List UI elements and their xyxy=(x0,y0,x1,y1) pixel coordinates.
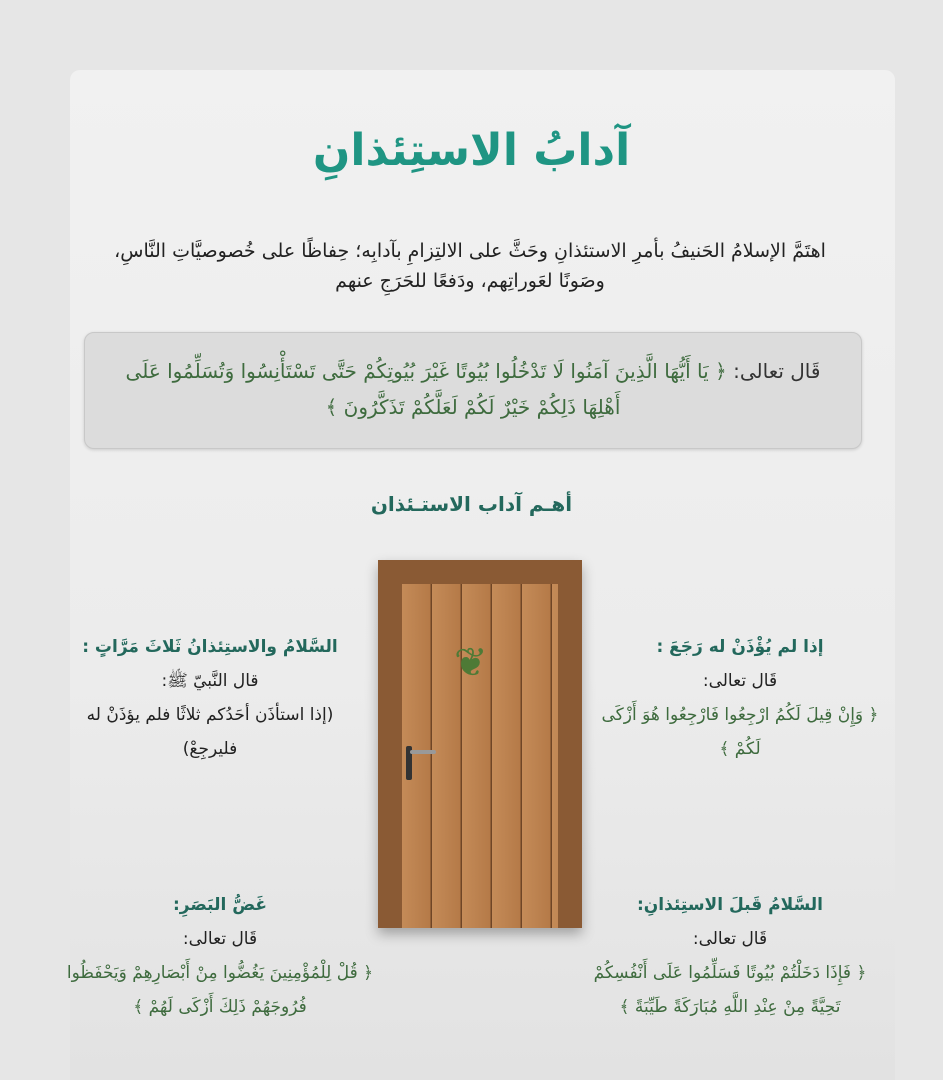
etiquette-return xyxy=(590,630,890,766)
etiquette-intro: قَال تعالى: xyxy=(702,671,778,691)
verse-text: ﴿ يَا أَيُّهَا الَّذِينَ آمَنُوا لَا تَدْخُلُوا بُيُوتًا غَيْرَ بُيُوتِكُمْ حَتَّى تَسْتَأْنِسُوا وَتُسَلِّمُوا عَلَى أَهْلِهَا ذَلِكُمْ خَيْرٌ لَكُمْ لَعَلَّكُمْ تَذَكَّرُونَ ﴾ xyxy=(125,359,727,419)
etiquette-heading: غَضُّ البَصَرِ: xyxy=(173,895,267,915)
etiquette-text: ﴿ وَإِنْ قِيلَ لَكُمُ ارْجِعُوا فَارْجِعُوا هُوَ أَزْكَى لَكُمْ ﴾ xyxy=(601,705,879,759)
etiquette-text: (إذا استأذَن أحَدُكم ثلاثًا فلم يؤذَنْ له فليرجِعْ) xyxy=(86,705,334,759)
etiquette-text: ﴿ فَإِذَا دَخَلْتُمْ بُيُوتًا فَسَلِّمُوا عَلَى أَنْفُسِكُمْ تَحِيَّةً مِنْ عِنْدِ اللَّهِ مُبَارَكَةً طَيِّبَةً ﴾ xyxy=(593,963,867,1017)
etiquette-greeting-first xyxy=(580,888,880,1024)
intro-paragraph: اهتَمَّ الإسلامُ الحَنيفُ بأمرِ الاستئذانِ وحَثَّ على الالتِزامِ بآدابِه؛ حِفاظًا على خُصوصيَّاتِ النَّاسِ، وصَونًا لعَوراتِهم، ودَفعًا للحَرَجِ عنهم xyxy=(114,240,826,292)
main-verse-box xyxy=(84,332,862,449)
etiquette-three-times xyxy=(60,630,360,766)
olive-branch-icon: ❦ xyxy=(454,640,488,686)
etiquette-lower-gaze xyxy=(60,888,380,1024)
etiquette-intro: قَال تعالى: xyxy=(692,929,768,949)
etiquette-text: ﴿ قُلْ لِلْمُؤْمِنِينَ يَغُضُّوا مِنْ أَبْصَارِهِمْ وَيَحْفَظُوا فُرُوجَهُمْ ذَلِكَ أَزْكَى لَهُمْ ﴾ xyxy=(66,963,374,1017)
etiquette-heading: السَّلامُ والاستِئذانُ ثَلاثَ مَرَّاتٍ : xyxy=(82,637,338,657)
etiquette-heading: إذا لم يُؤْذَنْ له رَجَعَ : xyxy=(656,637,824,657)
etiquette-intro: قال النَّبيّ ﷺ: xyxy=(161,671,259,691)
door-handle xyxy=(410,750,436,754)
door-leaf xyxy=(402,584,558,928)
etiquette-heading: السَّلامُ قَبلَ الاستِئذانِ: xyxy=(637,895,823,915)
page-title: آدابُ الاستِئذانِ xyxy=(312,125,631,176)
verse-lead: قَال تعالى: xyxy=(733,359,821,383)
door-illustration xyxy=(378,560,582,928)
section-subtitle: أهـم آداب الاستـئذان xyxy=(370,492,573,516)
etiquette-intro: قَال تعالى: xyxy=(182,929,258,949)
